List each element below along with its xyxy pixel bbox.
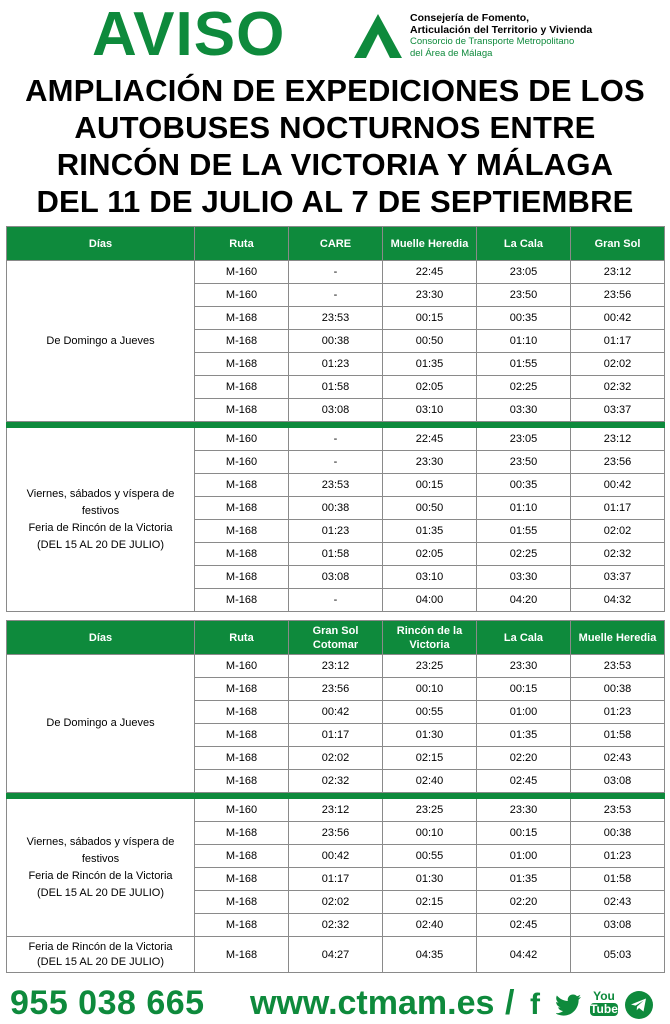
title-line: AMPLIACIÓN DE EXPEDICIONES DE LOS [25,73,645,108]
table-cell: 01:23 [571,701,665,724]
table-cell: 02:20 [477,891,571,914]
table-cell: 04:32 [571,589,665,612]
table-cell: 02:05 [383,543,477,566]
table-cell: 00:42 [571,307,665,330]
table-cell: M-168 [195,724,289,747]
table-cell: 00:35 [477,307,571,330]
table-cell: - [289,589,383,612]
days-cell: De Domingo a Jueves [7,655,195,793]
table-cell: 02:32 [571,376,665,399]
table-cell: M-168 [195,868,289,891]
table-row [7,261,665,284]
header-gran-sol: Gran Sol [571,227,665,261]
table-cell: 05:03 [571,937,665,973]
table-cell: 23:12 [289,799,383,822]
table-cell: 02:43 [571,891,665,914]
website-link[interactable]: www.ctmam.es [250,984,495,1022]
facebook-icon[interactable]: f [530,988,540,1021]
table-cell: - [289,261,383,284]
table-cell: 03:10 [383,566,477,589]
header-gran-sol-cotomar: Gran Sol Cotomar [289,621,383,655]
notice-title [0,72,670,220]
table-cell: 00:15 [477,678,571,701]
table-cell: 02:02 [289,891,383,914]
table-cell: M-168 [195,589,289,612]
table-cell: 01:55 [477,353,571,376]
days-cell: Viernes, sábados y víspera de festivos Feria de Rincón de la Victoria (DEL 15 AL 20 DE JULIO) [7,799,195,937]
table-cell: 01:35 [383,520,477,543]
table-cell: 23:56 [571,284,665,307]
table-row [7,937,665,973]
table-cell: 01:17 [289,868,383,891]
twitter-icon[interactable] [556,990,582,1020]
table-cell: M-160 [195,428,289,451]
table-cell: 02:40 [383,914,477,937]
header-la-cala: La Cala [477,621,571,655]
table-cell: M-160 [195,799,289,822]
youtube-icon[interactable]: You Tube [590,989,618,1016]
table-cell: 00:10 [383,822,477,845]
table-cell: 04:35 [383,937,477,973]
table-cell: 01:30 [383,868,477,891]
table-cell: 04:27 [289,937,383,973]
table-cell: 01:23 [289,353,383,376]
table-cell: - [289,451,383,474]
table-cell: 02:40 [383,770,477,793]
table-cell: 23:50 [477,284,571,307]
separator-slash: / [505,984,515,1022]
table-cell: 02:02 [571,353,665,376]
table-cell: 00:42 [289,701,383,724]
table-cell: 23:53 [571,655,665,678]
table-cell: 01:10 [477,330,571,353]
table-cell: 00:35 [477,474,571,497]
table-cell: M-168 [195,543,289,566]
header-ruta: Ruta [195,621,289,655]
table-cell: 02:32 [289,914,383,937]
table-cell: 01:58 [289,543,383,566]
table-cell: 23:05 [477,261,571,284]
table-cell: 00:55 [383,701,477,724]
table-cell: M-168 [195,497,289,520]
table-cell: 02:20 [477,747,571,770]
header-care: CARE [289,227,383,261]
table-cell: 23:50 [477,451,571,474]
table-cell: 23:53 [289,474,383,497]
table-cell: 01:00 [477,845,571,868]
table-header-row [7,621,665,655]
table-cell: 01:35 [383,353,477,376]
table-cell: 02:43 [571,747,665,770]
table-cell: 00:42 [571,474,665,497]
title-line: AUTOBUSES NOCTURNOS ENTRE [74,110,596,145]
table-cell: 02:25 [477,543,571,566]
header-muelle-heredia: Muelle Heredia [571,621,665,655]
table-cell: 01:17 [289,724,383,747]
header-dias: Días [7,621,195,655]
table-cell: 01:17 [571,330,665,353]
table-cell: 23:30 [477,655,571,678]
table-cell: M-168 [195,330,289,353]
table-cell: 01:23 [289,520,383,543]
table-cell: 01:10 [477,497,571,520]
table-cell: 00:50 [383,497,477,520]
table-header-row [7,227,665,261]
table-cell: M-168 [195,822,289,845]
table-cell: 02:32 [289,770,383,793]
table-cell: 00:38 [289,330,383,353]
header-la-cala: La Cala [477,227,571,261]
table-cell: 01:55 [477,520,571,543]
table-row [7,655,665,678]
table-cell: 02:25 [477,376,571,399]
table-cell: M-168 [195,376,289,399]
table-cell: 01:00 [477,701,571,724]
table-cell: M-168 [195,353,289,376]
table-cell: 23:53 [289,307,383,330]
table-cell: 02:45 [477,770,571,793]
table-cell: 03:30 [477,399,571,422]
table-cell: 23:53 [571,799,665,822]
table-cell: M-160 [195,284,289,307]
telegram-icon[interactable] [624,990,654,1020]
table-cell: 04:20 [477,589,571,612]
table-cell: 03:30 [477,566,571,589]
table-cell: 00:10 [383,678,477,701]
table-cell: 22:45 [383,428,477,451]
table-cell: 01:35 [477,724,571,747]
table-cell: 01:17 [571,497,665,520]
table-cell: 03:10 [383,399,477,422]
table-cell: M-168 [195,566,289,589]
table-cell: 01:30 [383,724,477,747]
schedule-table-rincon-direction [6,620,665,973]
table-cell: M-168 [195,474,289,497]
table-cell: 04:00 [383,589,477,612]
table-cell: 00:15 [383,307,477,330]
table-cell: - [289,428,383,451]
footer [0,984,670,1024]
table-cell: 03:08 [571,914,665,937]
table-cell: 01:35 [477,868,571,891]
table-cell: M-168 [195,937,289,973]
table-cell: 02:15 [383,747,477,770]
table-cell: 23:30 [383,451,477,474]
table-cell: 03:37 [571,399,665,422]
table-cell: 02:45 [477,914,571,937]
table-cell: 23:56 [571,451,665,474]
table-cell: 03:37 [571,566,665,589]
table-cell: 23:30 [383,284,477,307]
table-cell: M-160 [195,655,289,678]
table-cell: 22:45 [383,261,477,284]
title-line: DEL 11 DE JULIO AL 7 DE SEPTIEMBRE [36,184,634,219]
aviso-heading: AVISO [92,0,286,69]
table-cell: M-168 [195,914,289,937]
table-cell: M-168 [195,891,289,914]
table-row [7,428,665,451]
header [0,0,670,72]
table-cell: M-168 [195,307,289,330]
table-cell: 02:02 [571,520,665,543]
table-cell: 23:25 [383,655,477,678]
table-cell: 01:58 [571,724,665,747]
table-cell: 01:23 [571,845,665,868]
table-cell: M-160 [195,261,289,284]
table-cell: M-168 [195,520,289,543]
table-cell: M-168 [195,845,289,868]
table-row [7,799,665,822]
table-cell: 03:08 [571,770,665,793]
header-dias: Días [7,227,195,261]
table-cell: 00:50 [383,330,477,353]
days-cell: Feria de Rincón de la Victoria (DEL 15 AL 20 DE JULIO) [7,937,195,973]
schedule-table-malaga-direction [6,226,665,612]
table-cell: 23:12 [571,428,665,451]
table-cell: 23:56 [289,822,383,845]
table-cell: 00:15 [383,474,477,497]
header-rincon-de-la-victoria: Rincón de la Victoria [383,621,477,655]
header-ruta: Ruta [195,227,289,261]
table-cell: 23:12 [571,261,665,284]
table-cell: 00:42 [289,845,383,868]
table-cell: 00:55 [383,845,477,868]
table-cell: - [289,284,383,307]
table-cell: M-160 [195,451,289,474]
table-cell: 00:38 [289,497,383,520]
junta-andalucia-logo-icon [352,12,404,60]
table-cell: 03:08 [289,566,383,589]
table-cell: 02:15 [383,891,477,914]
days-cell: Viernes, sábados y víspera de festivos Feria de Rincón de la Victoria (DEL 15 AL 20 DE JULIO) [7,428,195,612]
phone-number[interactable]: 955 038 665 [10,984,205,1022]
table-cell: 23:12 [289,655,383,678]
table-cell: 23:05 [477,428,571,451]
days-cell: De Domingo a Jueves [7,261,195,422]
table-cell: 04:42 [477,937,571,973]
table-cell: M-168 [195,747,289,770]
header-muelle-heredia: Muelle Heredia [383,227,477,261]
organization-text: Consejería de Fomento, Articulación del Territorio y Vivienda Consorcio de Transporte Metropolitano del Área de Málaga [410,12,593,59]
table-cell: 02:32 [571,543,665,566]
table-cell: 23:25 [383,799,477,822]
table-cell: 00:15 [477,822,571,845]
table-cell: M-168 [195,770,289,793]
table-cell: 23:30 [477,799,571,822]
title-line: RINCÓN DE LA VICTORIA Y MÁLAGA [56,147,614,182]
table-cell: M-168 [195,399,289,422]
table-cell: 23:56 [289,678,383,701]
table-cell: M-168 [195,701,289,724]
table-cell: 00:38 [571,678,665,701]
table-cell: 02:02 [289,747,383,770]
table-cell: 03:08 [289,399,383,422]
table-cell: 01:58 [571,868,665,891]
table-cell: 01:58 [289,376,383,399]
table-cell: M-168 [195,678,289,701]
table-cell: 02:05 [383,376,477,399]
table-cell: 00:38 [571,822,665,845]
